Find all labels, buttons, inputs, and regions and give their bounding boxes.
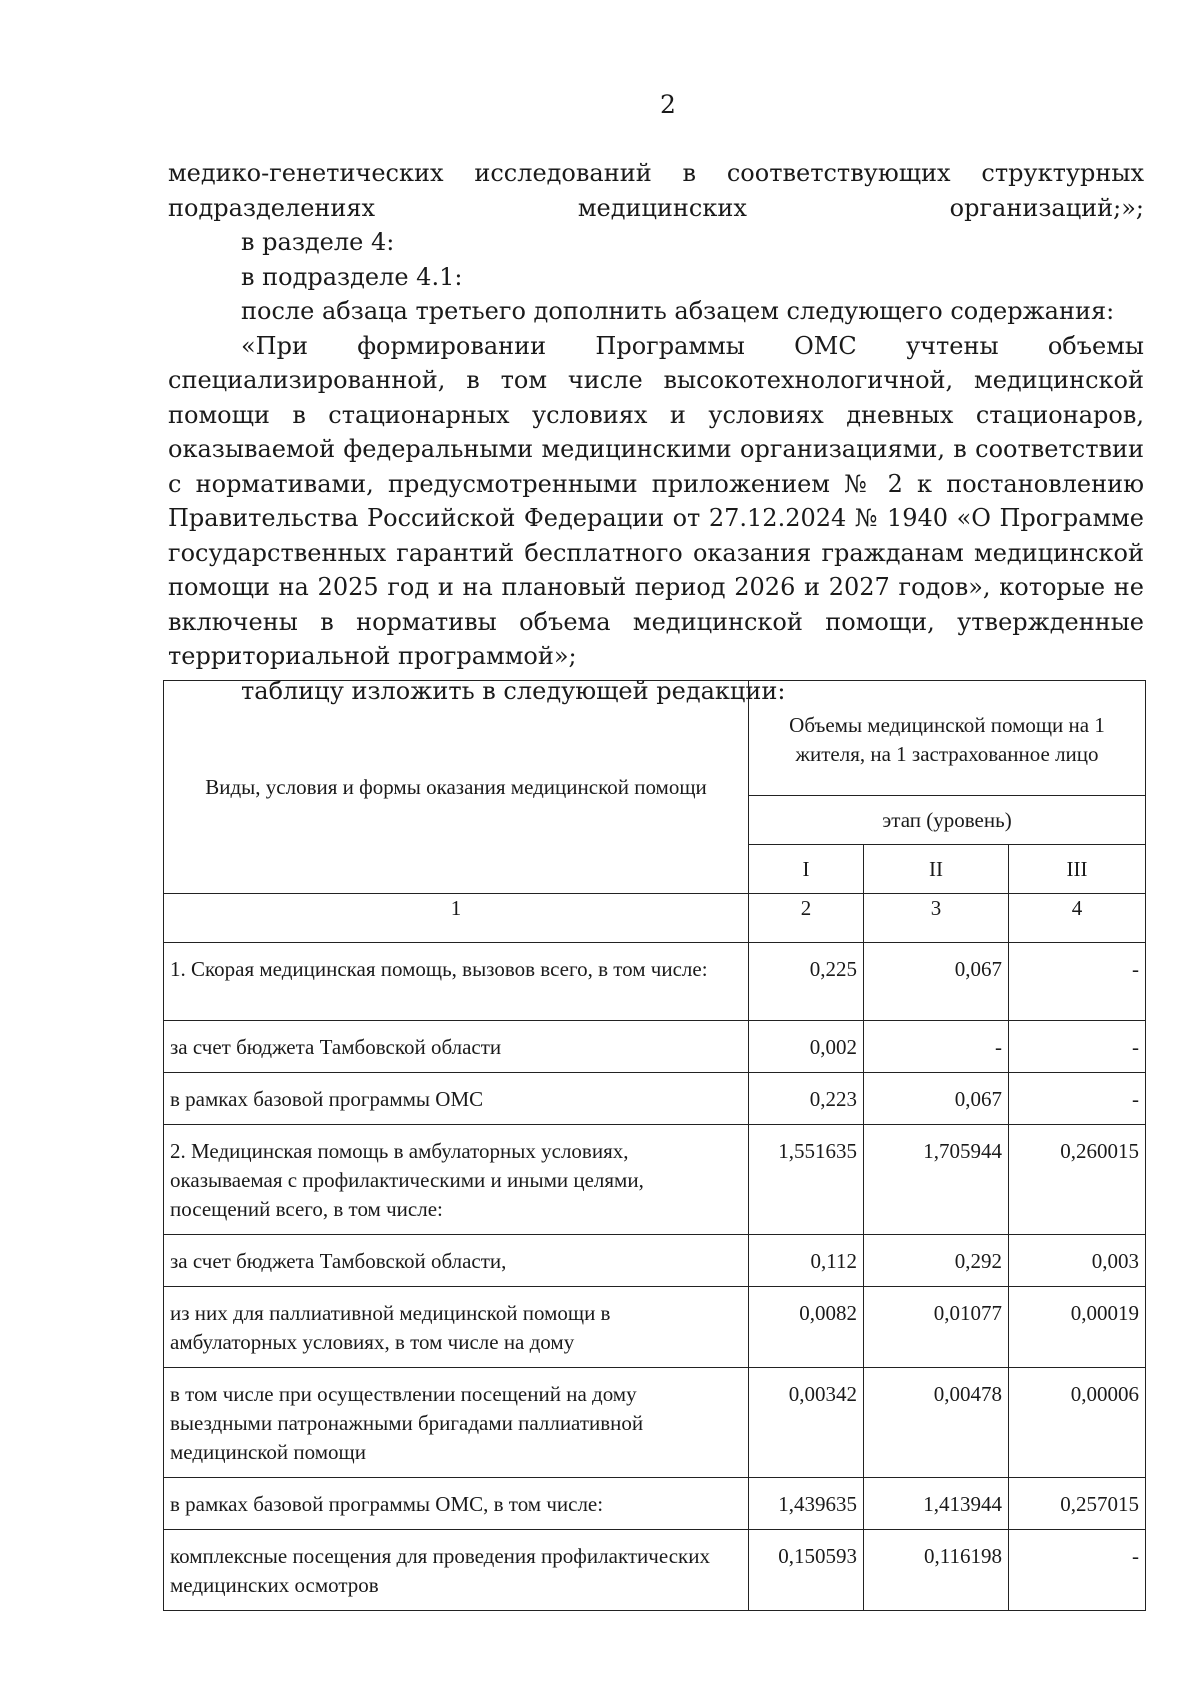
paragraph-quoted-addition: «При формировании Программы ОМС учтены объемы специализированной, в том числе высокотехнологичной, медицинской помощи в стационарных условиях и условиях дневных стационаров, оказываемой федеральными медицинскими организациями, в соответствии с нормативами, предусмотренными приложением № 2 к постановлению Правительства Российской Федерации от 27.12.2024 № 1940 «О Программе государственных гарантий бесплатного оказания гражданам медицинской помощи на 2025 год и на плановый период 2026 и 2027 годов», которые не включены в нормативы объема медицинской помощи, утвержденные территориальной программой»; <box>168 331 1144 670</box>
medical-volumes-table <box>163 680 1146 1611</box>
value-level-2: 0,01077 <box>864 1287 1009 1368</box>
value-level-1: 0,0082 <box>749 1287 864 1368</box>
row-label: в том числе при осуществлении посещений на дому выездными патронажными бригадами паллиативной медицинской помощи <box>164 1368 749 1478</box>
column-numbers-row <box>164 894 1146 943</box>
value-level-1: 0,150593 <box>749 1530 864 1611</box>
column-number: 2 <box>749 894 864 943</box>
table-row <box>164 1287 1146 1368</box>
paragraph-continuation: медико-генетических исследований в соответствующих структурных подразделениях медицинских организаций;»; <box>168 159 1144 222</box>
table-row <box>164 1368 1146 1478</box>
header-level-3: III <box>1009 845 1146 894</box>
value-level-1: 0,112 <box>749 1235 864 1287</box>
paragraph-table-instruction: таблицу изложить в следующей редакции: <box>241 676 786 705</box>
page-number: 2 <box>660 90 676 119</box>
row-label: 1. Скорая медицинская помощь, вызовов всего, в том числе: <box>164 943 749 1021</box>
value-level-1: 0,002 <box>749 1021 864 1073</box>
value-level-3: - <box>1009 1021 1146 1073</box>
column-number: 4 <box>1009 894 1146 943</box>
value-level-2: - <box>864 1021 1009 1073</box>
table-row <box>164 1021 1146 1073</box>
header-level-2: II <box>864 845 1009 894</box>
table-row <box>164 1478 1146 1530</box>
value-level-3: 0,003 <box>1009 1235 1146 1287</box>
value-level-3: 0,257015 <box>1009 1478 1146 1530</box>
value-level-2: 0,067 <box>864 943 1009 1021</box>
value-level-3: - <box>1009 1073 1146 1125</box>
value-level-2: 0,292 <box>864 1235 1009 1287</box>
value-level-3: - <box>1009 943 1146 1021</box>
value-level-1: 1,439635 <box>749 1478 864 1530</box>
value-level-2: 1,705944 <box>864 1125 1009 1235</box>
table-row <box>164 1125 1146 1235</box>
value-level-2: 1,413944 <box>864 1478 1009 1530</box>
table-row <box>164 1073 1146 1125</box>
value-level-1: 1,551635 <box>749 1125 864 1235</box>
value-level-2: 0,00478 <box>864 1368 1009 1478</box>
row-label: 2. Медицинская помощь в амбулаторных условиях, оказываемая с профилактическими и иными целями, посещений всего, в том числе: <box>164 1125 749 1235</box>
table-row <box>164 1235 1146 1287</box>
header-level-1: I <box>749 845 864 894</box>
column-number: 1 <box>164 894 749 943</box>
value-level-3: 0,260015 <box>1009 1125 1146 1235</box>
row-label: за счет бюджета Тамбовской области <box>164 1021 749 1073</box>
paragraph-section-4: в разделе 4: <box>241 228 395 256</box>
value-level-1: 0,223 <box>749 1073 864 1125</box>
header-stage: этап (уровень) <box>749 796 1146 845</box>
table-row <box>164 943 1146 1021</box>
value-level-3: - <box>1009 1530 1146 1611</box>
header-volumes: Объемы медицинской помощи на 1 жителя, на 1 застрахованное лицо <box>749 681 1146 796</box>
paragraph-addition-instruction: после абзаца третьего дополнить абзацем следующего содержания: <box>241 297 1115 325</box>
table-row <box>164 1530 1146 1611</box>
header-care-types: Виды, условия и формы оказания медицинской помощи <box>164 681 749 894</box>
value-level-3: 0,00019 <box>1009 1287 1146 1368</box>
row-label: в рамках базовой программы ОМС <box>164 1073 749 1125</box>
row-label: из них для паллиативной медицинской помощи в амбулаторных условиях, в том числе на дому <box>164 1287 749 1368</box>
value-level-1: 0,00342 <box>749 1368 864 1478</box>
value-level-1: 0,225 <box>749 943 864 1021</box>
body-text <box>168 156 1144 708</box>
value-level-2: 0,116198 <box>864 1530 1009 1611</box>
row-label: комплексные посещения для проведения профилактических медицинских осмотров <box>164 1530 749 1611</box>
value-level-3: 0,00006 <box>1009 1368 1146 1478</box>
row-label: за счет бюджета Тамбовской области, <box>164 1235 749 1287</box>
value-level-2: 0,067 <box>864 1073 1009 1125</box>
column-number: 3 <box>864 894 1009 943</box>
row-label: в рамках базовой программы ОМС, в том числе: <box>164 1478 749 1530</box>
paragraph-subsection-4-1: в подразделе 4.1: <box>241 262 463 291</box>
